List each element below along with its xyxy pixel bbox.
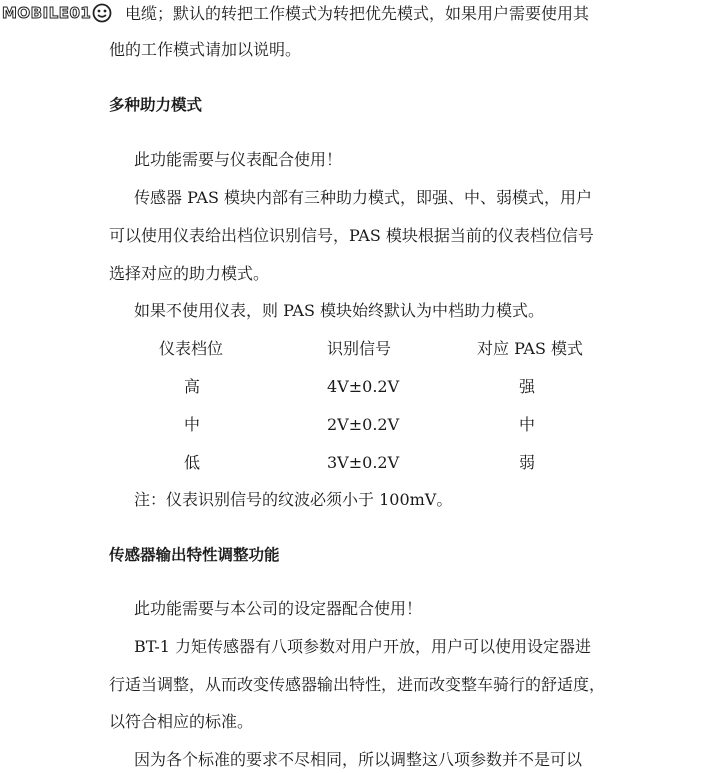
table-cell-signal: 4V±0.2V (327, 377, 400, 396)
section2-paragraph-2-line-1: BT-1 力矩传感器有八项参数对用户开放，用户可以使用设定器进 (134, 637, 592, 656)
table-cell-level: 低 (184, 453, 201, 472)
section1-note: 注：仪表识别信号的纹波必须小于 100mV。 (134, 490, 453, 509)
section-heading-output-adjustment: 传感器输出特性调整功能 (109, 546, 280, 564)
mobile01-logo (2, 2, 112, 24)
top-paragraph-line-2: 他的工作模式请加以说明。 (109, 40, 302, 59)
section2-paragraph-2-line-2: 行适当调整，从而改变传感器输出特性，进而改变整车骑行的舒适度， (109, 675, 606, 694)
section-heading-assist-modes: 多种助力模式 (109, 96, 203, 114)
section2-paragraph-3-line-1: 因为各个标准的要求不尽相同，所以调整这八项参数并不是可以 (134, 750, 583, 769)
section1-paragraph-1: 此功能需要与仪表配合使用！ (134, 150, 343, 169)
section1-paragraph-2-line-1: 传感器 PAS 模块内部有三种助力模式，即强、中、弱模式，用户 (134, 188, 592, 207)
table-cell-signal: 2V±0.2V (327, 415, 400, 434)
smiley-icon (92, 3, 112, 23)
table-cell-level: 中 (184, 415, 201, 434)
table-cell-level: 高 (184, 377, 201, 396)
table-cell-mode: 弱 (519, 453, 536, 472)
table-cell-signal: 3V±0.2V (327, 453, 400, 472)
table-cell-mode: 强 (519, 377, 536, 396)
section2-paragraph-2-line-3: 以符合相应的标准。 (109, 712, 254, 731)
table-header-pas-mode: 对应 PAS 模式 (477, 339, 583, 358)
table-header-level: 仪表档位 (159, 339, 224, 358)
section2-paragraph-1: 此功能需要与本公司的设定器配合使用！ (134, 599, 423, 618)
section1-paragraph-2-line-2: 可以使用仪表给出档位识别信号，PAS 模块根据当前的仪表档位信号 (109, 226, 594, 245)
table-cell-mode: 中 (519, 415, 536, 434)
logo-text: MOBILE01 (2, 4, 92, 22)
section1-paragraph-2-line-3: 选择对应的助力模式。 (109, 264, 270, 283)
section1-paragraph-3: 如果不使用仪表，则 PAS 模块始终默认为中档助力模式。 (134, 301, 544, 320)
top-paragraph-line-1: 电缆；默认的转把工作模式为转把优先模式，如果用户需要使用其 (125, 4, 590, 23)
table-header-signal: 识别信号 (327, 339, 392, 358)
